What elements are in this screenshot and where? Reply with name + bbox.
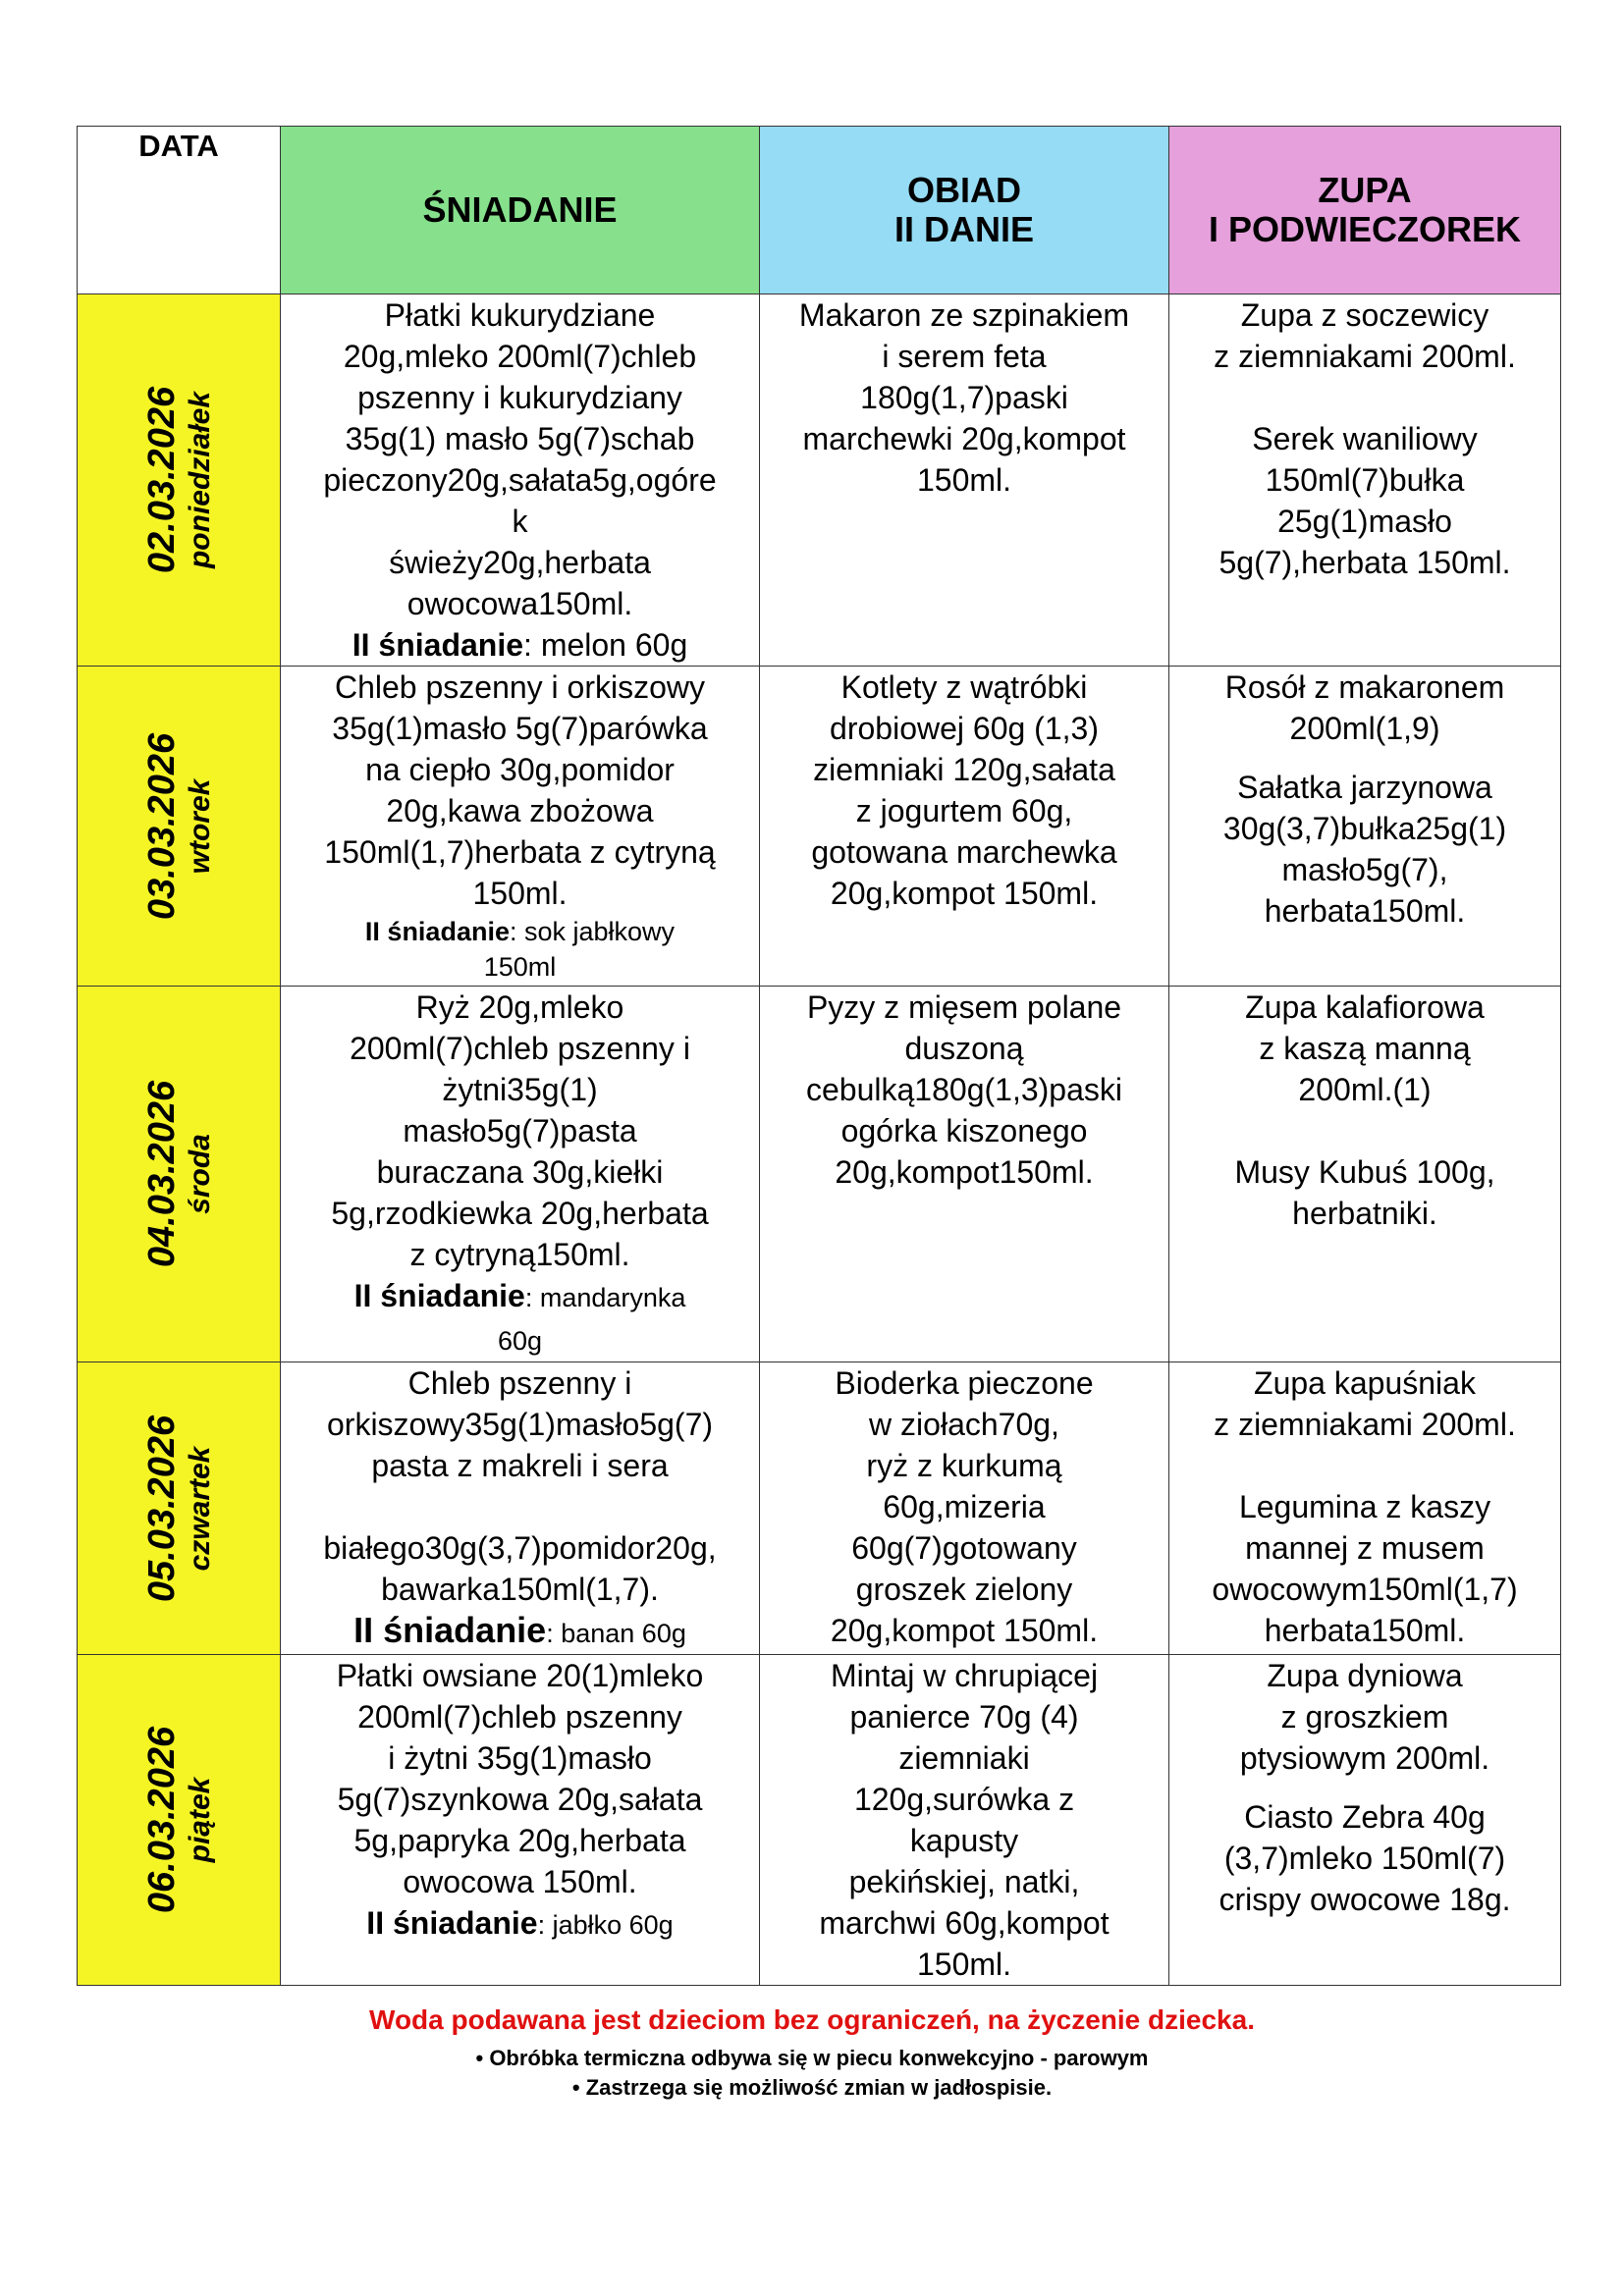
lunch-cell <box>760 1655 1169 1986</box>
header-lunch-line1: OBIAD <box>907 170 1021 210</box>
second-breakfast-label: II śniadanie <box>353 1278 525 1313</box>
day-date: 04.03.2026 <box>141 1080 183 1268</box>
date-cell <box>78 1655 281 1986</box>
second-breakfast-value: : jabłko 60g <box>537 1910 674 1940</box>
second-breakfast <box>281 1275 759 1362</box>
soup-cell <box>1169 1655 1561 1986</box>
header-date: DATA <box>78 127 281 294</box>
second-breakfast-label: II śniadanie <box>364 917 510 946</box>
second-breakfast <box>281 1610 759 1654</box>
date-cell <box>78 294 281 667</box>
header-soup-line1: ZUPA <box>1318 170 1412 210</box>
snack-text: Ciasto Zebra 40g (3,7)mleko 150ml(7) crispy owocowe 18g. <box>1218 1799 1511 1917</box>
header-soup <box>1169 127 1561 294</box>
soup-text: Zupa kalafiorowa z kaszą manną 200ml.(1) <box>1245 989 1485 1107</box>
second-breakfast-label: II śniadanie <box>353 1610 547 1650</box>
soup-text: Zupa kapuśniak z ziemniakami 200ml. <box>1214 1365 1516 1442</box>
lunch-text: Kotlety z wątróbki drobiowej 60g (1,3) ziemniaki 120g,sałata z jogurtem 60g, gotowana marchewka 20g,kompot 150ml. <box>811 669 1117 911</box>
breakfast-text: Chleb pszenny i orkiszowy 35g(1)masło 5g(7)parówka na ciepło 30g,pomidor 20g,kawa zbożowa 150ml(1,7)herbata z cytryną 150ml. <box>324 669 716 911</box>
lunch-text: Mintaj w chrupiącej panierce 70g (4) ziemniaki 120g,surówka z kapusty pekińskiej, natki, marchwi 60g,kompot 150ml. <box>819 1658 1110 1982</box>
footer-note-cooking: • Obróbka termiczna odbywa się w piecu konwekcyjno - parowym <box>475 2046 1149 2070</box>
breakfast-text: Płatki kukurydziane 20g,mleko 200ml(7)chleb pszenny i kukurydziany 35g(1) masło 5g(7)schab pieczony20g,sałata5g,ogóre k świeży20g,herbata owocowa150ml. <box>323 297 717 621</box>
day-date: 02.03.2026 <box>141 386 183 574</box>
header-soup-line2: I PODWIECZOREK <box>1208 209 1521 249</box>
day-row-monday <box>78 294 1561 667</box>
second-breakfast <box>281 1902 759 1946</box>
lunch-text: Makaron ze szpinakiem i serem feta 180g(1,7)paski marchewki 20g,kompot 150ml. <box>798 297 1130 498</box>
second-breakfast-label: II śniadanie <box>366 1905 538 1941</box>
snack-text: Sałatka jarzynowa 30g(3,7)bułka25g(1) masło5g(7), herbata150ml. <box>1222 770 1507 929</box>
lunch-cell <box>760 1362 1169 1655</box>
soup-text: Zupa dyniowa z groszkiem ptysiowym 200ml. <box>1239 1658 1490 1776</box>
breakfast-cell <box>281 987 760 1362</box>
breakfast-text-continued: białego30g(3,7)pomidor20g, bawarka150ml(1,7). <box>323 1530 717 1607</box>
second-breakfast-value: : banan 60g <box>546 1619 686 1648</box>
lunch-cell <box>760 667 1169 987</box>
lunch-cell <box>760 987 1169 1362</box>
day-weekday: piątek <box>184 1777 216 1863</box>
breakfast-text: Ryż 20g,mleko 200ml(7)chleb pszenny i żytni35g(1) masło5g(7)pasta buraczana 30g,kiełki 5g,rzodkiewka 20g,herbata z cytryną150ml. <box>331 989 709 1272</box>
date-cell <box>78 667 281 987</box>
breakfast-text: Chleb pszenny i orkiszowy35g(1)masło5g(7) pasta z makreli i sera <box>326 1365 714 1483</box>
soup-cell <box>1169 987 1561 1362</box>
second-breakfast-value: : mandarynka 60g <box>497 1283 686 1356</box>
second-breakfast <box>281 914 759 985</box>
snack-text: Legumina z kaszy mannej z musem owocowym150ml(1,7) herbata150ml. <box>1212 1489 1518 1648</box>
soup-text: Rosół z makaronem 200ml(1,9) <box>1224 669 1505 746</box>
second-breakfast-value: : sok jabłkowy 150ml <box>483 917 676 982</box>
menu-table <box>77 126 1561 1986</box>
second-breakfast-label: II śniadanie <box>352 627 524 663</box>
day-weekday: poniedziałek <box>184 391 216 569</box>
breakfast-cell <box>281 667 760 987</box>
footer-water-note: Woda podawana jest dzieciom bez ograniczeń, na życzenie dziecka. <box>369 2004 1255 2035</box>
date-cell <box>78 987 281 1362</box>
date-cell <box>78 1362 281 1655</box>
header-lunch <box>760 127 1169 294</box>
header-lunch-line2: II DANIE <box>893 209 1034 249</box>
breakfast-cell <box>281 294 760 667</box>
lunch-cell <box>760 294 1169 667</box>
breakfast-cell <box>281 1655 760 1986</box>
breakfast-cell <box>281 1362 760 1655</box>
breakfast-text: Płatki owsiane 20(1)mleko 200ml(7)chleb pszenny i żytni 35g(1)masło 5g(7)szynkowa 20g,sałata 5g,papryka 20g,herbata owocowa 150ml. <box>336 1658 704 1899</box>
day-row-friday <box>78 1655 1561 1986</box>
day-date: 03.03.2026 <box>141 732 183 920</box>
soup-cell <box>1169 1362 1561 1655</box>
day-row-tuesday <box>78 667 1561 987</box>
lunch-text: Bioderka pieczone w ziołach70g, ryż z kurkumą 60g,mizeria 60g(7)gotowany groszek zielony 20g,kompot 150ml. <box>830 1365 1099 1648</box>
second-breakfast-value: : melon 60g <box>523 627 688 663</box>
second-breakfast <box>281 624 759 666</box>
day-date: 05.03.2026 <box>141 1415 183 1602</box>
soup-text: Zupa z soczewicy z ziemniakami 200ml. <box>1214 297 1516 374</box>
day-weekday: środa <box>184 1134 216 1214</box>
snack-text: Musy Kubuś 100g, herbatniki. <box>1234 1154 1495 1231</box>
header-breakfast: ŚNIADANIE <box>281 127 760 294</box>
soup-cell <box>1169 667 1561 987</box>
soup-cell <box>1169 294 1561 667</box>
snack-text: Serek waniliowy 150ml(7)bułka 25g(1)masło 5g(7),herbata 150ml. <box>1218 421 1511 580</box>
day-date: 06.03.2026 <box>141 1726 183 1914</box>
day-row-wednesday <box>78 987 1561 1362</box>
day-weekday: wtorek <box>184 778 216 874</box>
day-weekday: czwartek <box>184 1446 216 1571</box>
day-row-thursday <box>78 1362 1561 1655</box>
footer-note-changes: • Zastrzega się możliwość zmian w jadłospisie. <box>571 2075 1053 2100</box>
lunch-text: Pyzy z mięsem polane duszoną cebulką180g(1,3)paski ogórka kiszonego 20g,kompot150ml. <box>806 989 1122 1190</box>
header-row <box>78 127 1561 294</box>
